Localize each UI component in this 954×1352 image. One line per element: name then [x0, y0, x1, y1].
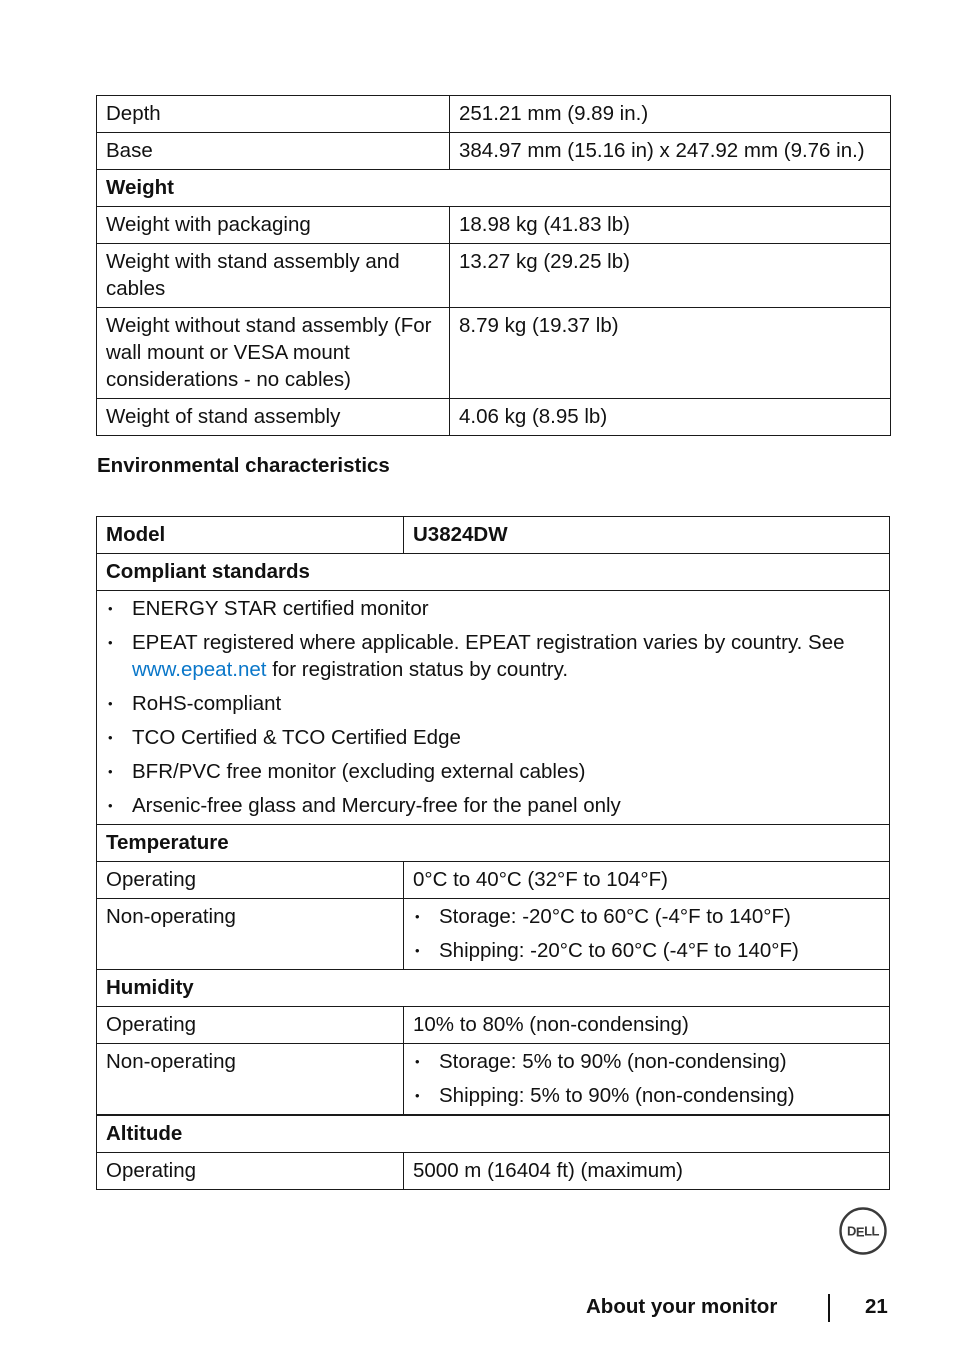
svg-text:DELL: DELL: [847, 1223, 879, 1240]
spec-value: 13.27 kg (29.25 lb): [450, 244, 891, 308]
table-row: [97, 591, 890, 825]
spec-label: Non-operating: [97, 899, 404, 970]
spec-label: Non-operating: [97, 1044, 404, 1116]
spec-value: 4.06 kg (8.95 lb): [450, 399, 891, 436]
temperature-nonop-list: [413, 903, 880, 964]
altitude-header: Altitude: [97, 1115, 890, 1153]
spec-label: Base: [97, 133, 450, 170]
table-row: [97, 244, 891, 308]
spec-label: Operating: [97, 862, 404, 899]
list-item: • Storage: 5% to 90% (non-condensing): [413, 1048, 880, 1075]
footer-section-title: About your monitor: [586, 1295, 778, 1318]
list-item: • Shipping: 5% to 90% (non-condensing): [413, 1082, 880, 1109]
compliant-standards-header: Compliant standards: [97, 554, 890, 591]
table-row: [97, 207, 891, 244]
spec-label: Weight without stand assembly (For wall mount or VESA mount considerations - no cables): [97, 308, 450, 399]
table-row: [97, 554, 890, 591]
list-item: • BFR/PVC free monitor (excluding external cables): [106, 758, 880, 785]
humidity-header: Humidity: [97, 970, 890, 1007]
section-title: Environmental characteristics: [97, 454, 390, 477]
epeat-link[interactable]: www.epeat.net: [132, 658, 267, 681]
spec-value: 384.97 mm (15.16 in) x 247.92 mm (9.76 in.): [450, 133, 891, 170]
dimensions-weight-table: [96, 95, 891, 436]
environmental-table: [96, 516, 890, 1190]
table-row: [97, 517, 890, 554]
spec-label: Weight with packaging: [97, 207, 450, 244]
table-row: [97, 825, 890, 862]
compliant-standards-list-cell: [97, 591, 890, 825]
table-row: [97, 1044, 890, 1116]
table-row: [97, 862, 890, 899]
compliant-standards-list: [106, 595, 880, 819]
spec-value: 251.21 mm (9.89 in.): [450, 96, 891, 133]
model-label: Model: [97, 517, 404, 554]
table-row: [97, 399, 891, 436]
humidity-nonop-list: [413, 1048, 880, 1109]
model-value: U3824DW: [404, 517, 890, 554]
list-item: • Storage: -20°C to 60°C (-4°F to 140°F): [413, 903, 880, 930]
weight-header: Weight: [97, 170, 891, 207]
spec-value: [404, 1044, 890, 1116]
list-item: • ENERGY STAR certified monitor: [106, 595, 880, 622]
dell-logo-icon: [838, 1206, 888, 1256]
list-item: • Arsenic-free glass and Mercury-free for the panel only: [106, 792, 880, 819]
epeat-text-after: for registration status by country.: [272, 658, 569, 681]
spec-label: Depth: [97, 96, 450, 133]
spec-value: 18.98 kg (41.83 lb): [450, 207, 891, 244]
table-row: [97, 970, 890, 1007]
page-number: 21: [865, 1295, 888, 1318]
table-row: [97, 170, 891, 207]
table-row: [97, 899, 890, 970]
epeat-text: EPEAT registered where applicable. EPEAT registration varies by country. See: [132, 631, 845, 654]
table-row: [97, 96, 891, 133]
spec-value: 0°C to 40°C (32°F to 104°F): [404, 862, 890, 899]
list-item: • Shipping: -20°C to 60°C (-4°F to 140°F): [413, 937, 880, 964]
table-row: [97, 133, 891, 170]
temperature-header: Temperature: [97, 825, 890, 862]
table-row: [97, 308, 891, 399]
list-item: • TCO Certified & TCO Certified Edge: [106, 724, 880, 751]
list-item: • RoHS-compliant: [106, 690, 880, 717]
spec-label: Operating: [97, 1007, 404, 1044]
spec-label: Weight of stand assembly: [97, 399, 450, 436]
spec-value: 10% to 80% (non-condensing): [404, 1007, 890, 1044]
list-item: [106, 629, 880, 683]
spec-value: 5000 m (16404 ft) (maximum): [404, 1153, 890, 1190]
spec-label: Operating: [97, 1153, 404, 1190]
spec-value: 8.79 kg (19.37 lb): [450, 308, 891, 399]
table-row: [97, 1007, 890, 1044]
table-row: [97, 1115, 890, 1153]
table-row: [97, 1153, 890, 1190]
spec-value: [404, 899, 890, 970]
footer-divider: [828, 1294, 830, 1322]
spec-label: Weight with stand assembly and cables: [97, 244, 450, 308]
